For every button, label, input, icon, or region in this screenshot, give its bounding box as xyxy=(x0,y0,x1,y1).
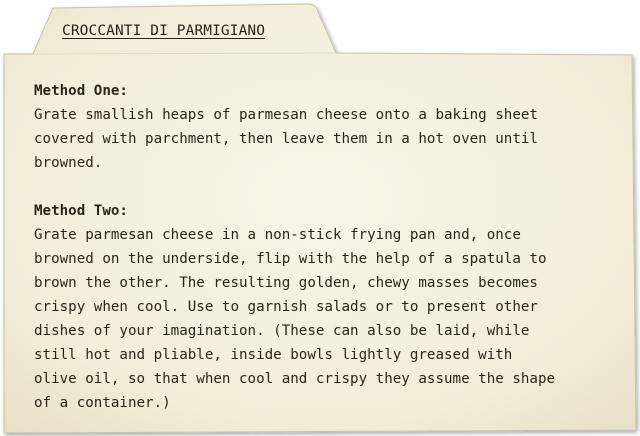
method-one-text xyxy=(34,103,624,175)
text-line: Grate smallish heaps of parmesan cheese onto a baking sheet xyxy=(34,107,538,123)
text-line: brown the other. The resulting golden, chewy masses becomes xyxy=(34,275,538,291)
text-line: Grate parmesan cheese in a non-stick frying pan and, once xyxy=(34,227,521,243)
card-title: CROCCANTI DI PARMIGIANO xyxy=(62,23,266,39)
method-one-section xyxy=(34,79,624,175)
method-two-section xyxy=(34,199,624,415)
method-two-text xyxy=(34,223,624,415)
text-line: still hot and pliable, inside bowls lightly greased with xyxy=(34,347,513,363)
recipe-content xyxy=(34,79,624,415)
text-line: olive oil, so that when cool and crispy they assume the shape xyxy=(34,371,556,387)
method-two-heading: Method Two: xyxy=(34,203,128,219)
text-line: covered with parchment, then leave them in a hot oven until xyxy=(34,131,538,147)
text-line: browned. xyxy=(34,155,103,171)
text-line: browned on the underside, flip with the help of a spatula to xyxy=(34,251,547,267)
text-line: crispy when cool. Use to garnish salads or to present other xyxy=(34,299,538,315)
text-line: dishes of your imagination. (These can also be laid, while xyxy=(34,323,530,339)
method-one-heading: Method One: xyxy=(34,83,128,99)
text-line: of a container.) xyxy=(34,395,171,411)
